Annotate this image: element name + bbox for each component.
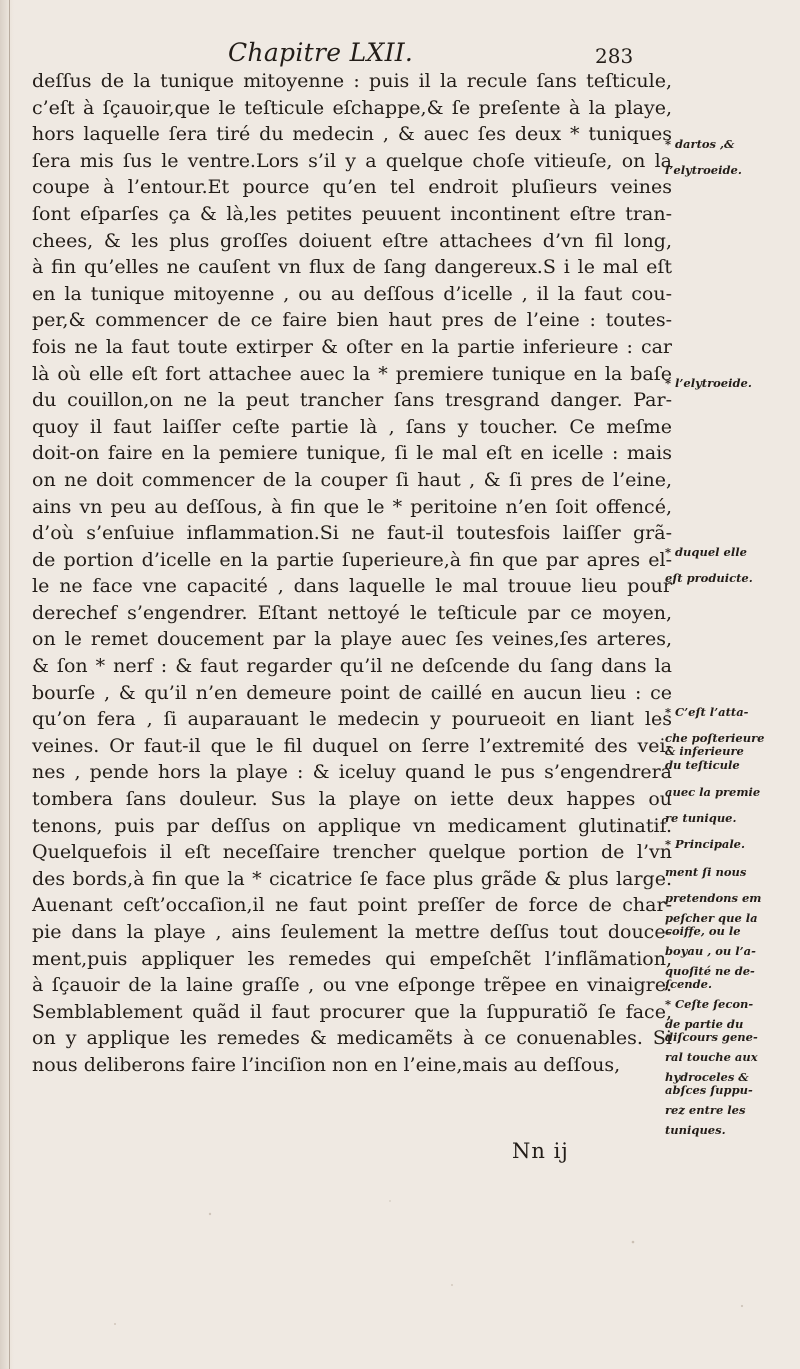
text-line: chees, & les plus groſſes doiuent eſtre attachees d’vn fil long,	[32, 229, 672, 252]
text-line: à fin qu’elles ne cauſent vn flux de ſang dangereux.S i le mal eſt	[32, 256, 672, 279]
marginal-note: quoſité ne de-	[665, 964, 755, 978]
marginal-note: * Principale.	[665, 837, 746, 851]
marginal-note: re tunique.	[665, 811, 737, 825]
text-line: veines. Or faut-il que le fil duquel on ſerre l’extremité des vei-	[32, 734, 672, 757]
marginal-note: * Ceſte ſecon-	[665, 997, 754, 1011]
text-line: nous deliberons faire l’inciſion non en l’eine,mais au deſſous,	[32, 1053, 621, 1076]
page-number: 283	[595, 44, 634, 68]
marginal-note: diſcours gene-	[665, 1030, 758, 1044]
marginal-note: * C’eſt l’atta-	[665, 705, 749, 719]
text-line: derechef s’engendrer. Eſtant nettoyé le teſticule par ce moyen,	[32, 601, 672, 624]
marginal-note: hydroceles &	[665, 1070, 749, 1084]
text-line: fois ne la faut toute extirper & oſter en la partie inferieure : car	[32, 335, 672, 358]
text-line: d’où s’enſuiue inflammation.Si ne faut-il toutesfois laiſſer grã-	[32, 522, 672, 545]
text-line: on y applique les remedes & medicamẽts à ce conuenables. Si	[32, 1027, 672, 1050]
marginal-notes	[665, 0, 800, 1369]
marginal-note: * l’elytroeide.	[665, 376, 752, 390]
text-line: deſſus de la tunique mitoyenne : puis il la recule ſans teſticule,	[32, 70, 672, 92]
text-line: quoy il faut laiſſer ceſte partie là , ſans y toucher. Ce meſme	[32, 415, 672, 438]
gutter-shadow	[0, 0, 14, 1369]
text-line: Auenant ceſt’occaſion,il ne faut point preſſer de force de char-	[32, 894, 672, 917]
text-line: c’eſt à ſçauoir,que le teſticule eſchappe,& ſe preſente à la playe,	[32, 96, 672, 119]
marginal-note: de partie du	[665, 1017, 744, 1031]
marginal-note: abſces ſuppu-	[665, 1083, 753, 1097]
marginal-note: ſcende.	[665, 977, 712, 991]
text-line: de portion d’icelle en la partie ſuperieure,à fin que par apres el-	[32, 548, 672, 571]
text-line: ſera mis ſus le ventre.Lors s’il y a quelque choſe vitieuſe, on la	[32, 149, 672, 172]
text-line: on ne doit commencer de la couper ſi haut , & ſi pres de l’eine,	[32, 468, 672, 491]
text-line: Semblablement quãd il faut procurer que la ſuppuratiõ ſe face,	[32, 1000, 672, 1023]
marginal-note: * duquel elle	[665, 545, 747, 559]
text-line: en la tunique mitoyenne , ou au deſſous d’icelle , il la faut cou-	[32, 282, 672, 305]
text-line: là où elle eſt fort attachee auec la * premiere tunique en la baſe	[32, 362, 672, 385]
marginal-note: auec la premie	[665, 785, 761, 799]
text-line: on le remet doucement par la playe auec ſes veines,ſes arteres,	[32, 628, 672, 651]
marginal-note: peſcher que la	[665, 911, 758, 925]
text-line: ſont eſparſes ça & là,les petites peuuent incontinent eſtre tran-	[32, 202, 672, 225]
text-line: tenons, puis par deſſus on applique vn medicament glutinatif.	[32, 814, 672, 837]
text-line: qu’on fera , ſi auparauant le medecin y pourueoit en liant les	[32, 708, 672, 731]
text-line: du couillon,on ne la peut trancher ſans tresgrand danger. Par-	[32, 389, 672, 412]
marginal-note: du teſticule	[665, 758, 740, 772]
text-line: doit-on faire en la pemiere tunique, ſi le mal eſt en icelle : mais	[32, 442, 672, 465]
text-line: le ne face vne capacité , dans laquelle le mal trouue lieu pour	[32, 575, 672, 598]
text-line: per,& commencer de ce faire bien haut pres de l’eine : toutes-	[32, 309, 672, 332]
marginal-note: coiffe, ou le	[665, 924, 741, 938]
main-text-block	[32, 68, 672, 1079]
text-line: bourſe , & qu’il n’en demeure point de caillé en aucun lieu : ce	[32, 681, 672, 704]
signature-mark: Nn ij	[512, 1139, 569, 1163]
text-line: des bords,à fin que la * cicatrice ſe face plus grãde & plus large.	[32, 867, 672, 890]
marginal-note: pretendons em	[665, 891, 762, 905]
text-line: nes , pende hors la playe : & iceluy quand le pus s’engendrera	[32, 761, 672, 784]
marginal-note: rez entre les	[665, 1103, 746, 1117]
marginal-note: ment ſi nous	[665, 865, 747, 879]
text-line: coupe à l’entour.Et pource qu’en tel endroit pluſieurs veines	[32, 176, 672, 199]
marginal-note: che poſterieure	[665, 731, 765, 745]
text-line: pie dans la playe , ains ſeulement la mettre deſſus tout douce-	[32, 921, 672, 943]
text-line: à ſçauoir de la laine graſſe , ou vne eſponge trẽpee en vinaigre.	[32, 974, 672, 997]
gutter-line	[9, 0, 10, 1369]
marginal-note: & inferieure	[665, 744, 744, 758]
marginal-note: eſt produicte.	[665, 571, 753, 585]
text-line: & ſon * nerf : & faut regarder qu’il ne deſcende du ſang dans la	[32, 655, 672, 678]
marginal-note: l’elytroeide.	[665, 163, 742, 177]
text-line: ains vn peu au deſſous, à fin que le * peritoine n’en ſoit offencé,	[32, 495, 672, 518]
marginal-note: * dartos ,&	[665, 137, 735, 151]
chapter-title: Chapitre LXII.	[228, 38, 414, 67]
marginal-note: tuniques.	[665, 1123, 726, 1137]
marginal-note: boyau , ou l’a-	[665, 944, 756, 958]
text-line: Quelquefois il eſt neceſſaire trencher quelque portion de l’vn	[32, 841, 672, 864]
text-line: ment,puis appliquer les remedes qui empeſchẽt l’inflãmation,	[32, 947, 672, 970]
text-line: hors laquelle ſera tiré du medecin , & auec ſes deux * tuniques	[32, 123, 672, 146]
marginal-note: ral touche aux	[665, 1050, 758, 1064]
text-line: tombera ſans douleur. Sus la playe on iette deux happes ou	[32, 788, 672, 811]
